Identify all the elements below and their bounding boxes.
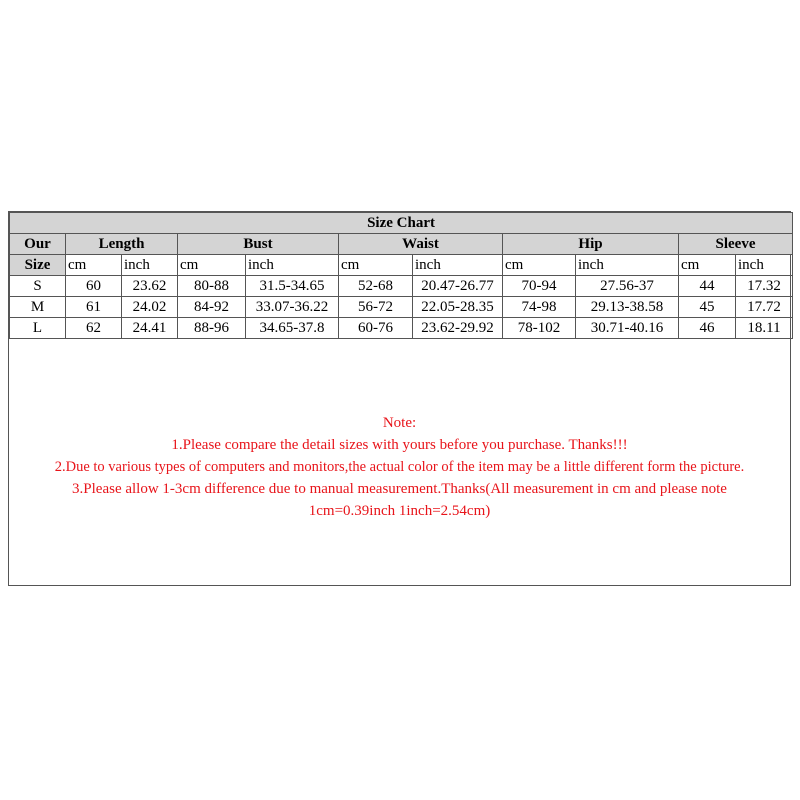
table-title: Size Chart — [10, 213, 793, 234]
table-row — [10, 276, 793, 297]
unit-cm: cm — [679, 255, 736, 276]
table-cell: 24.41 — [122, 318, 178, 339]
header-waist: Waist — [339, 234, 503, 255]
note-line-4: 1cm=0.39inch 1inch=2.54cm) — [308, 503, 491, 519]
table-cell: 46 — [679, 318, 736, 339]
size-chart-sheet — [8, 211, 791, 586]
header-row — [10, 234, 793, 255]
table-cell: 61 — [66, 297, 122, 318]
unit-inch: inch — [246, 255, 339, 276]
table-cell: 18.11 — [736, 318, 793, 339]
size-label: L — [10, 318, 66, 339]
unit-inch: inch — [576, 255, 679, 276]
table-cell: 88-96 — [178, 318, 246, 339]
table-cell: 52-68 — [339, 276, 413, 297]
header-bust: Bust — [178, 234, 339, 255]
table-cell: 62 — [66, 318, 122, 339]
unit-inch: inch — [736, 255, 793, 276]
table-cell: 78-102 — [503, 318, 576, 339]
header-hip: Hip — [503, 234, 679, 255]
table-cell: 20.47-26.77 — [413, 276, 503, 297]
unit-row — [10, 255, 793, 276]
table-cell: 70-94 — [503, 276, 576, 297]
header-sleeve: Sleeve — [679, 234, 793, 255]
table-cell: 23.62 — [122, 276, 178, 297]
table-cell: 74-98 — [503, 297, 576, 318]
size-chart-table — [9, 212, 793, 339]
table-cell: 27.56-37 — [576, 276, 679, 297]
note-line-2: 2.Due to various types of computers and monitors,the actual color of the item may be a little different form the picture. — [54, 459, 745, 475]
size-label: M — [10, 297, 66, 318]
unit-inch: inch — [413, 255, 503, 276]
title-row — [10, 213, 793, 234]
table-cell: 60-76 — [339, 318, 413, 339]
size-label: S — [10, 276, 66, 297]
table-cell: 45 — [679, 297, 736, 318]
table-cell: 30.71-40.16 — [576, 318, 679, 339]
note-line-3: 3.Please allow 1-3cm difference due to manual measurement.Thanks(All measurement in cm and please note — [72, 481, 727, 497]
unit-cm: cm — [178, 255, 246, 276]
unit-cm: cm — [339, 255, 413, 276]
table-cell: 17.32 — [736, 276, 793, 297]
unit-inch: inch — [122, 255, 178, 276]
table-cell: 24.02 — [122, 297, 178, 318]
table-cell: 34.65-37.8 — [246, 318, 339, 339]
table-cell: 31.5-34.65 — [246, 276, 339, 297]
unit-cm: cm — [66, 255, 122, 276]
table-cell: 80-88 — [178, 276, 246, 297]
note-line-1: 1.Please compare the detail sizes with yours before you purchase. Thanks!!! — [171, 437, 628, 453]
size-header-sub: Size — [10, 255, 66, 276]
note-heading: Note: — [382, 415, 417, 431]
table-row — [10, 318, 793, 339]
table-cell: 17.72 — [736, 297, 793, 318]
table-cell: 44 — [679, 276, 736, 297]
table-cell: 29.13-38.58 — [576, 297, 679, 318]
size-header: Our — [10, 234, 66, 255]
table-row — [10, 297, 793, 318]
table-cell: 23.62-29.92 — [413, 318, 503, 339]
unit-cm: cm — [503, 255, 576, 276]
notes-block — [9, 412, 790, 522]
table-cell: 22.05-28.35 — [413, 297, 503, 318]
table-cell: 60 — [66, 276, 122, 297]
header-length: Length — [66, 234, 178, 255]
table-cell: 84-92 — [178, 297, 246, 318]
table-cell: 33.07-36.22 — [246, 297, 339, 318]
table-cell: 56-72 — [339, 297, 413, 318]
